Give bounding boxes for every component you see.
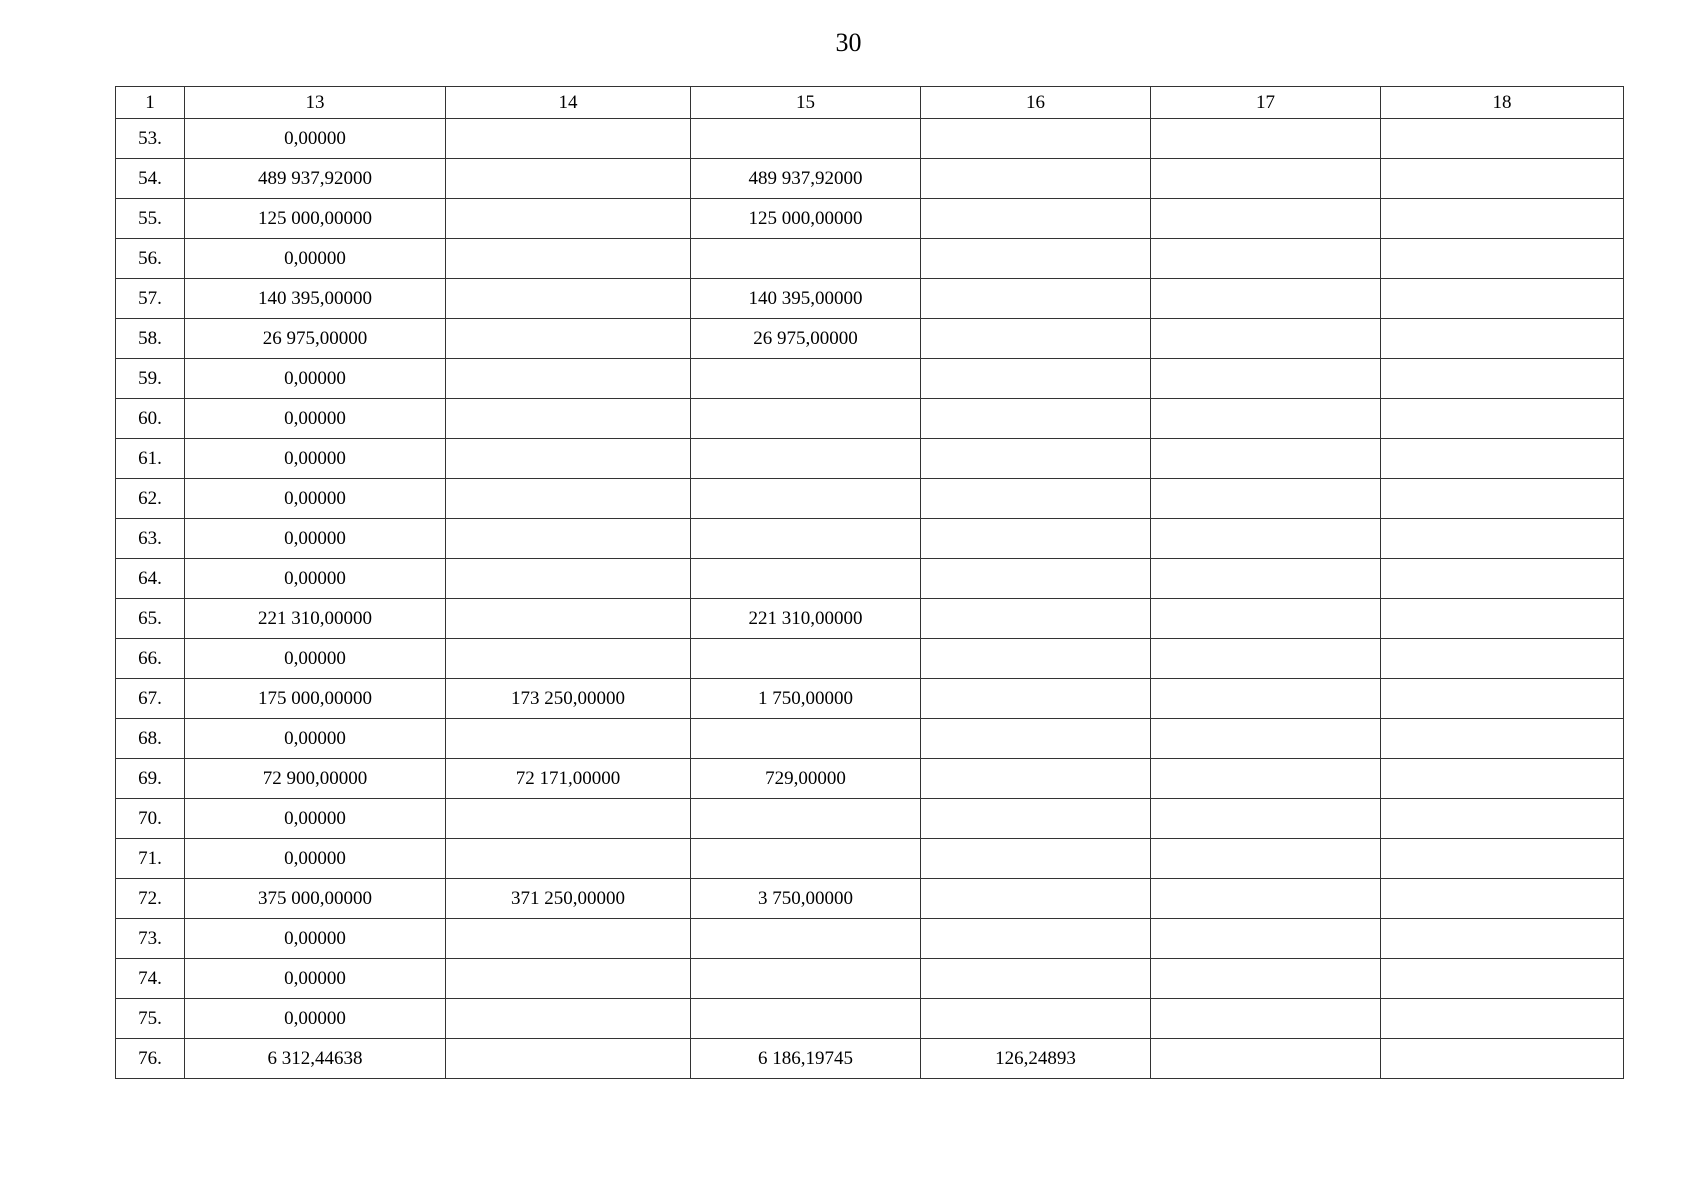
table-cell xyxy=(921,559,1151,599)
column-header: 15 xyxy=(691,87,921,119)
row-number-cell: 65. xyxy=(116,599,185,639)
table-cell xyxy=(1381,799,1624,839)
row-number-cell: 62. xyxy=(116,479,185,519)
table-cell xyxy=(1381,999,1624,1039)
table-row xyxy=(116,999,1624,1039)
table-cell xyxy=(1151,559,1381,599)
table-cell: 1 750,00000 xyxy=(691,679,921,719)
table-cell xyxy=(691,639,921,679)
table-cell xyxy=(446,399,691,439)
table-cell: 3 750,00000 xyxy=(691,879,921,919)
table-cell: 6 186,19745 xyxy=(691,1039,921,1079)
table-cell xyxy=(446,959,691,999)
table-cell xyxy=(691,919,921,959)
table-cell xyxy=(921,359,1151,399)
table-cell xyxy=(691,119,921,159)
table-cell xyxy=(446,119,691,159)
table-cell: 0,00000 xyxy=(185,439,446,479)
table-cell xyxy=(446,919,691,959)
table-cell xyxy=(1151,799,1381,839)
table-row xyxy=(116,319,1624,359)
table-cell: 173 250,00000 xyxy=(446,679,691,719)
table-cell xyxy=(446,199,691,239)
table-cell xyxy=(1151,719,1381,759)
table-cell: 0,00000 xyxy=(185,999,446,1039)
table-cell xyxy=(921,799,1151,839)
table-cell xyxy=(1151,759,1381,799)
table-cell xyxy=(1381,399,1624,439)
table-cell xyxy=(691,559,921,599)
table-cell xyxy=(1381,519,1624,559)
table-cell: 6 312,44638 xyxy=(185,1039,446,1079)
table-cell xyxy=(691,799,921,839)
table-cell xyxy=(446,519,691,559)
table-cell xyxy=(1381,159,1624,199)
table-cell xyxy=(921,119,1151,159)
table-cell xyxy=(1381,239,1624,279)
table-row xyxy=(116,439,1624,479)
table-cell: 140 395,00000 xyxy=(185,279,446,319)
table-cell xyxy=(921,399,1151,439)
table-cell xyxy=(921,279,1151,319)
table-cell xyxy=(921,479,1151,519)
row-number-cell: 55. xyxy=(116,199,185,239)
table-cell: 0,00000 xyxy=(185,559,446,599)
table-body xyxy=(116,119,1624,1079)
table-cell xyxy=(921,879,1151,919)
table-row xyxy=(116,879,1624,919)
table-cell: 0,00000 xyxy=(185,399,446,439)
table-cell xyxy=(691,839,921,879)
table-cell xyxy=(1151,159,1381,199)
table-cell xyxy=(921,519,1151,559)
row-number-cell: 67. xyxy=(116,679,185,719)
row-number-cell: 66. xyxy=(116,639,185,679)
table-cell xyxy=(921,159,1151,199)
table-cell xyxy=(921,639,1151,679)
table-cell: 175 000,00000 xyxy=(185,679,446,719)
table-cell: 0,00000 xyxy=(185,359,446,399)
data-table xyxy=(115,86,1624,1079)
table-cell xyxy=(446,279,691,319)
table-cell xyxy=(446,359,691,399)
table-cell: 729,00000 xyxy=(691,759,921,799)
table-cell: 125 000,00000 xyxy=(185,199,446,239)
page-number: 30 xyxy=(835,28,862,57)
table-row xyxy=(116,399,1624,439)
row-number-cell: 73. xyxy=(116,919,185,959)
table-cell xyxy=(1381,559,1624,599)
table-cell xyxy=(446,559,691,599)
table-cell xyxy=(1151,1039,1381,1079)
table-row xyxy=(116,639,1624,679)
table-cell xyxy=(1151,399,1381,439)
table-cell xyxy=(921,959,1151,999)
table-cell xyxy=(691,399,921,439)
row-number-cell: 63. xyxy=(116,519,185,559)
table-cell xyxy=(1151,599,1381,639)
table-cell xyxy=(446,799,691,839)
table-cell xyxy=(446,239,691,279)
table-cell xyxy=(921,919,1151,959)
table-row xyxy=(116,839,1624,879)
table-cell xyxy=(921,439,1151,479)
row-number-cell: 60. xyxy=(116,399,185,439)
table-cell xyxy=(1151,879,1381,919)
table-cell xyxy=(446,639,691,679)
table-cell xyxy=(446,599,691,639)
table-cell xyxy=(691,959,921,999)
table-cell: 371 250,00000 xyxy=(446,879,691,919)
table-cell xyxy=(1151,919,1381,959)
row-number-cell: 76. xyxy=(116,1039,185,1079)
table-cell xyxy=(1151,279,1381,319)
column-header: 17 xyxy=(1151,87,1381,119)
table-cell xyxy=(1381,919,1624,959)
table-row xyxy=(116,679,1624,719)
table-row xyxy=(116,799,1624,839)
table-cell: 0,00000 xyxy=(185,519,446,559)
table-row xyxy=(116,199,1624,239)
column-header: 16 xyxy=(921,87,1151,119)
table-cell xyxy=(1381,359,1624,399)
row-number-cell: 69. xyxy=(116,759,185,799)
table-cell xyxy=(446,439,691,479)
table-cell xyxy=(1381,639,1624,679)
table-row xyxy=(116,599,1624,639)
table-cell xyxy=(691,519,921,559)
row-number-cell: 59. xyxy=(116,359,185,399)
table-cell xyxy=(1151,479,1381,519)
table-cell xyxy=(921,599,1151,639)
table-cell xyxy=(921,679,1151,719)
table-cell: 0,00000 xyxy=(185,119,446,159)
table-cell: 489 937,92000 xyxy=(691,159,921,199)
column-header: 1 xyxy=(116,87,185,119)
row-number-cell: 53. xyxy=(116,119,185,159)
table-header-row xyxy=(116,87,1624,119)
table-cell xyxy=(1381,959,1624,999)
table-cell xyxy=(1151,439,1381,479)
table-cell: 375 000,00000 xyxy=(185,879,446,919)
table-cell xyxy=(446,479,691,519)
table-cell: 0,00000 xyxy=(185,959,446,999)
table-cell xyxy=(1151,119,1381,159)
table-cell xyxy=(1151,199,1381,239)
table-cell: 0,00000 xyxy=(185,479,446,519)
table-cell xyxy=(1381,759,1624,799)
table-cell xyxy=(1381,1039,1624,1079)
table-row xyxy=(116,559,1624,599)
table-cell xyxy=(1381,879,1624,919)
table-cell xyxy=(1381,279,1624,319)
table-cell: 126,24893 xyxy=(921,1039,1151,1079)
table-cell xyxy=(691,719,921,759)
table-row xyxy=(116,1039,1624,1079)
column-header: 18 xyxy=(1381,87,1624,119)
table-cell xyxy=(1381,199,1624,239)
table-row xyxy=(116,759,1624,799)
table-cell xyxy=(1151,519,1381,559)
table-cell: 72 900,00000 xyxy=(185,759,446,799)
row-number-cell: 71. xyxy=(116,839,185,879)
row-number-cell: 72. xyxy=(116,879,185,919)
table-cell xyxy=(446,159,691,199)
table-cell: 0,00000 xyxy=(185,719,446,759)
table-cell xyxy=(1151,679,1381,719)
table-cell xyxy=(921,199,1151,239)
table-cell: 140 395,00000 xyxy=(691,279,921,319)
table-cell xyxy=(1381,599,1624,639)
table-cell xyxy=(691,239,921,279)
table-cell xyxy=(446,1039,691,1079)
table-cell: 0,00000 xyxy=(185,839,446,879)
table-row xyxy=(116,519,1624,559)
table-cell xyxy=(1151,319,1381,359)
table-cell: 0,00000 xyxy=(185,799,446,839)
table-cell xyxy=(691,999,921,1039)
table-cell xyxy=(1151,359,1381,399)
row-number-cell: 61. xyxy=(116,439,185,479)
table-cell xyxy=(691,439,921,479)
table-cell xyxy=(1151,959,1381,999)
table-cell xyxy=(921,719,1151,759)
row-number-cell: 70. xyxy=(116,799,185,839)
row-number-cell: 56. xyxy=(116,239,185,279)
table-cell xyxy=(1151,639,1381,679)
table-cell: 0,00000 xyxy=(185,919,446,959)
table-row xyxy=(116,279,1624,319)
table-cell xyxy=(921,839,1151,879)
table-row xyxy=(116,159,1624,199)
table-cell: 489 937,92000 xyxy=(185,159,446,199)
row-number-cell: 54. xyxy=(116,159,185,199)
table-row xyxy=(116,479,1624,519)
table-row xyxy=(116,119,1624,159)
column-header: 14 xyxy=(446,87,691,119)
table-row xyxy=(116,719,1624,759)
table-cell xyxy=(1381,439,1624,479)
table-cell: 26 975,00000 xyxy=(185,319,446,359)
table-cell xyxy=(921,999,1151,1039)
table-cell xyxy=(691,479,921,519)
table-cell: 0,00000 xyxy=(185,239,446,279)
table-cell xyxy=(1151,839,1381,879)
table-cell xyxy=(446,319,691,359)
table-cell xyxy=(1381,839,1624,879)
row-number-cell: 58. xyxy=(116,319,185,359)
row-number-cell: 74. xyxy=(116,959,185,999)
table-cell: 221 310,00000 xyxy=(691,599,921,639)
table-cell: 26 975,00000 xyxy=(691,319,921,359)
table-cell xyxy=(921,759,1151,799)
column-header: 13 xyxy=(185,87,446,119)
row-number-cell: 64. xyxy=(116,559,185,599)
table-cell xyxy=(1381,719,1624,759)
table-row xyxy=(116,919,1624,959)
table-cell xyxy=(446,999,691,1039)
table-cell: 72 171,00000 xyxy=(446,759,691,799)
table-cell xyxy=(1381,479,1624,519)
row-number-cell: 75. xyxy=(116,999,185,1039)
table-cell: 0,00000 xyxy=(185,639,446,679)
table-cell xyxy=(1381,119,1624,159)
table-cell xyxy=(1151,239,1381,279)
table-cell: 221 310,00000 xyxy=(185,599,446,639)
table-cell xyxy=(921,239,1151,279)
table-row xyxy=(116,239,1624,279)
row-number-cell: 57. xyxy=(116,279,185,319)
table-cell: 125 000,00000 xyxy=(691,199,921,239)
table-cell xyxy=(1381,679,1624,719)
table-cell xyxy=(921,319,1151,359)
table-row xyxy=(116,359,1624,399)
table-cell xyxy=(446,839,691,879)
table-row xyxy=(116,959,1624,999)
table-cell xyxy=(1381,319,1624,359)
table-cell xyxy=(691,359,921,399)
table-cell xyxy=(1151,999,1381,1039)
table-cell xyxy=(446,719,691,759)
row-number-cell: 68. xyxy=(116,719,185,759)
